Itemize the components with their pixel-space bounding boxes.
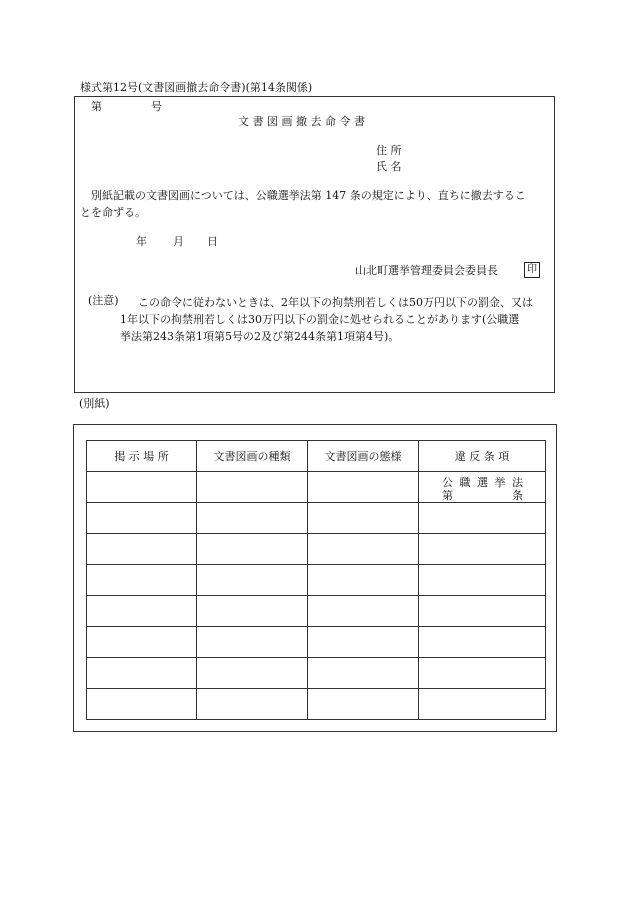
table-header-row bbox=[87, 441, 546, 472]
table-row bbox=[87, 689, 546, 720]
table-cell bbox=[308, 596, 419, 627]
table-cell bbox=[308, 534, 419, 565]
table-cell-law bbox=[419, 472, 546, 503]
table-cell bbox=[197, 658, 308, 689]
table-cell bbox=[308, 503, 419, 534]
attachment-label: (別紙) bbox=[79, 397, 110, 410]
table-row bbox=[87, 627, 546, 658]
law-char: 挙 bbox=[494, 475, 506, 489]
number-go: 号 bbox=[151, 100, 162, 113]
table-cell bbox=[87, 689, 197, 720]
table-cell bbox=[87, 596, 197, 627]
note-label: (注意) bbox=[88, 294, 119, 307]
table-cell bbox=[419, 658, 546, 689]
table-cell bbox=[87, 658, 197, 689]
body-line-2: とを命ずる。 bbox=[80, 206, 146, 219]
note-line-3: 挙法第243条第1項第5号の2及び第244条第1項第4号)。 bbox=[120, 330, 400, 343]
table-cell bbox=[308, 565, 419, 596]
form-label: 様式第12号(文書図画撤去命令書)(第14条関係) bbox=[80, 81, 313, 94]
law-article-dai: 第 bbox=[442, 488, 453, 502]
table-cell bbox=[197, 596, 308, 627]
table-cell bbox=[87, 627, 197, 658]
table-cell bbox=[197, 565, 308, 596]
table-cell bbox=[419, 534, 546, 565]
law-article-jo: 条 bbox=[512, 488, 523, 502]
law-char: 公 bbox=[442, 475, 453, 489]
table-cell bbox=[87, 565, 197, 596]
date-day: 日 bbox=[207, 235, 218, 248]
table-cell bbox=[419, 596, 546, 627]
date-month: 月 bbox=[173, 235, 184, 248]
table-row bbox=[87, 565, 546, 596]
table-cell bbox=[197, 503, 308, 534]
table-cell bbox=[197, 472, 308, 503]
table-cell bbox=[87, 472, 197, 503]
document-title: 文 書 図 画 撤 去 命 令 書 bbox=[238, 115, 365, 128]
table-row bbox=[87, 658, 546, 689]
law-char: 選 bbox=[477, 475, 488, 489]
law-char: 職 bbox=[459, 475, 471, 489]
law-char: 法 bbox=[512, 475, 523, 489]
table-cell bbox=[419, 627, 546, 658]
body-line-1: 別紙記載の文書図画については、公職選挙法第 147 条の規定により、直ちに撤去するこ bbox=[91, 189, 526, 202]
issuer-name: 山北町選挙管理委員会委員長 bbox=[355, 264, 498, 277]
address-label: 住 所 bbox=[376, 144, 402, 157]
header-location: 掲 示 場 所 bbox=[87, 441, 197, 472]
table-cell bbox=[197, 689, 308, 720]
violation-table bbox=[86, 440, 546, 720]
table-row bbox=[87, 472, 546, 503]
name-label: 氏 名 bbox=[376, 160, 402, 173]
note-line-1: この命令に従わないときは、2年以下の拘禁刑若しくは50万円以下の罰金、又は bbox=[138, 296, 533, 309]
table-row bbox=[87, 503, 546, 534]
table-cell bbox=[419, 565, 546, 596]
table-cell bbox=[419, 503, 546, 534]
table-cell bbox=[197, 534, 308, 565]
table-cell bbox=[308, 627, 419, 658]
date-year: 年 bbox=[136, 235, 147, 248]
table-cell bbox=[197, 627, 308, 658]
note-body bbox=[120, 294, 556, 345]
table-cell bbox=[308, 472, 419, 503]
table-cell bbox=[87, 534, 197, 565]
header-type: 文書図画の種類 bbox=[197, 441, 308, 472]
number-dai: 第 bbox=[91, 100, 102, 113]
seal-stamp: 印 bbox=[524, 262, 540, 278]
table-cell bbox=[419, 689, 546, 720]
header-form: 文書図画の態様 bbox=[308, 441, 419, 472]
table-cell bbox=[308, 689, 419, 720]
law-article bbox=[442, 489, 523, 502]
header-violation: 違 反 条 項 bbox=[419, 441, 546, 472]
law-name bbox=[442, 476, 523, 489]
table-row bbox=[87, 534, 546, 565]
table-row bbox=[87, 596, 546, 627]
table-cell bbox=[308, 658, 419, 689]
table-cell bbox=[87, 503, 197, 534]
note-line-2: 1年以下の拘禁刑若しくは30万円以下の罰金に処せられることがあります(公職選 bbox=[120, 313, 520, 326]
